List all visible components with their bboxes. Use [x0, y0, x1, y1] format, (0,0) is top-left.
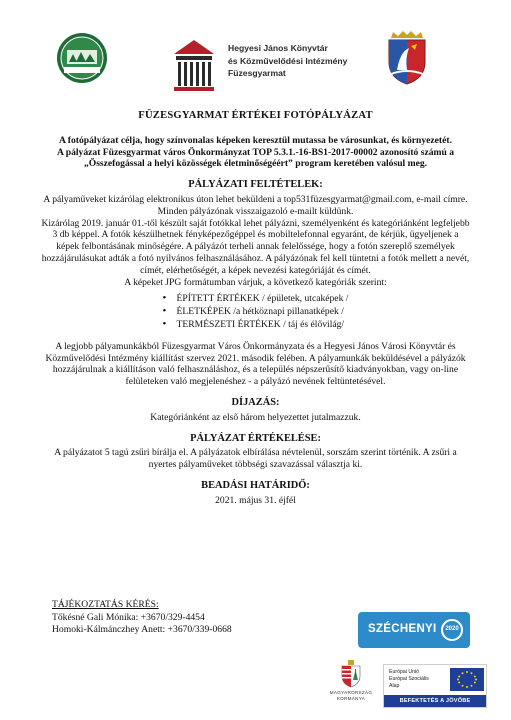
contact-title: TÁJÉKOZTATÁS KÉRÉS: [52, 599, 159, 610]
document-header [0, 14, 511, 92]
exhibition-paragraph: A legjobb pályamunkákból Füzesgyarmat Város Önkormányzata és a Hegyesi János Városi Könyvtár és Közművelődési Intézmény kiállítást szervez 2021. második felében. A pályamunkák beküldésével a pályázók hozzájárulnak a kiállításon való felhasználáshoz, és a település népszerűsítő kiadványokban, vagy on-line felületeken való megjelenéshez - a pályázó nevének feltüntetésével. [45, 340, 466, 388]
szechenyi-2020-logo [358, 612, 470, 648]
conditions-title: PÁLYÁZATI FELTÉTELEK: [188, 179, 323, 191]
library-name: Hegyesi János Könyvtár és Közművelődési Intézmény Füzesgyarmat [228, 43, 348, 78]
szechenyi-year: 2020 [445, 626, 459, 632]
contact-block [52, 599, 232, 635]
list-item: • ÉLETKÉPEK /a hétköznapi pillanatképek / [163, 306, 349, 318]
library-building-icon [170, 36, 218, 92]
prizes-title: DÍJAZÁS: [231, 396, 280, 408]
eu-slogan: BEFEKTETÉS A JÖVŐBE [384, 695, 486, 707]
list-item: • ÉPÍTETT ÉRTÉKEK / épületek, utcaképek / [163, 293, 349, 305]
szechenyi-label: SZÉCHENYI [368, 623, 437, 635]
library-logo [170, 36, 390, 94]
conditions-paragraph: Kizárólag 2019. január 01.-től készült saját fotókkal lehet pályázni, személyenként és kategóriánként legfeljebb 3 db képpel. A fotók készülhetnek fényképezőgéppel és mobiltelefonnal egyaránt, de kérjük, ügyeljenek a képek felbontásának minőségére. A pályázót terheli annak felelőssége, hogy a fotón szereplő személyek hozzájárulásukat adták a fotó nyilvános felhasználásához. A pályázónak fel kell tüntetni a fotók mellett a nevét, címét, elérhetőségét, a képek nevezési kategóriáját és címét. [41, 217, 470, 276]
list-item: • TERMÉSZETI ÉRTÉKEK / táj és élővilág/ [163, 319, 349, 331]
contact-line: Homoki-Kálmánczhey Anett: +3670/339-0668 [52, 623, 232, 635]
government-label: MAGYARORSZÁG KORMÁNYA [329, 690, 373, 701]
fuzesgyarmat-coat-of-arms-icon [385, 30, 429, 86]
eu-fund-label: Európai Unió Európai Szociális Alap [389, 669, 429, 689]
conditions-paragraph: A pályaműveket kizárólag elektronikus úton lehet beküldeni a top531füzesgyarmat@gmail.com, e-mail címre. Minden pályázónak visszaigazoló e-mailt küldünk. [43, 193, 468, 217]
prizes-text: Kategóriánként az első három helyezettet jutalmazzuk. [150, 411, 361, 423]
conditions-paragraph: A képeket JPG formátumban várjuk, a következő kategóriák szerint: [124, 276, 387, 288]
hungarian-government-logo [326, 660, 376, 714]
intro-text: A fotópályázat célja, hogy színvonalas képeken keresztül mutassa be városunkat, és környezetét. A pályázat Füzesgyarmat város Önkormányzat TOP 5.3.1.-16-BS1-2017-00002 azonosító számú a „Összefogással a helyi közösségek életminőségéért” program keretében valósul meg. [56, 134, 455, 170]
eu-esf-logo [383, 664, 487, 708]
eu-flag-icon [450, 668, 484, 691]
category-list [163, 293, 349, 331]
szechenyi-circle-icon [441, 619, 463, 641]
evaluation-title: PÁLYÁZAT ÉRTÉKELÉSE: [190, 432, 321, 444]
deadline-title: BEADÁSI HATÁRIDŐ: [201, 479, 310, 491]
hungarian-coat-of-arms-icon [340, 660, 362, 688]
evaluation-text: A pályázatot 5 tagú zsűri bírálja el. A pályázatok elbírálása névtelenül, sorszám szerint történik. A zsűri a nyertes pályaműveket többségi szavazással választja ki. [54, 447, 457, 471]
deadline-text: 2021. május 31. éjfél [215, 494, 296, 506]
document-title: FÜZESGYARMAT ÉRTÉKEI FOTÓPÁLYÁZAT [138, 110, 373, 121]
contact-line: Tőkésné Gali Mónika: +3670/329-4454 [52, 611, 205, 623]
document-body [40, 110, 471, 507]
alapito-kozossegek-emblem-icon [56, 32, 108, 84]
